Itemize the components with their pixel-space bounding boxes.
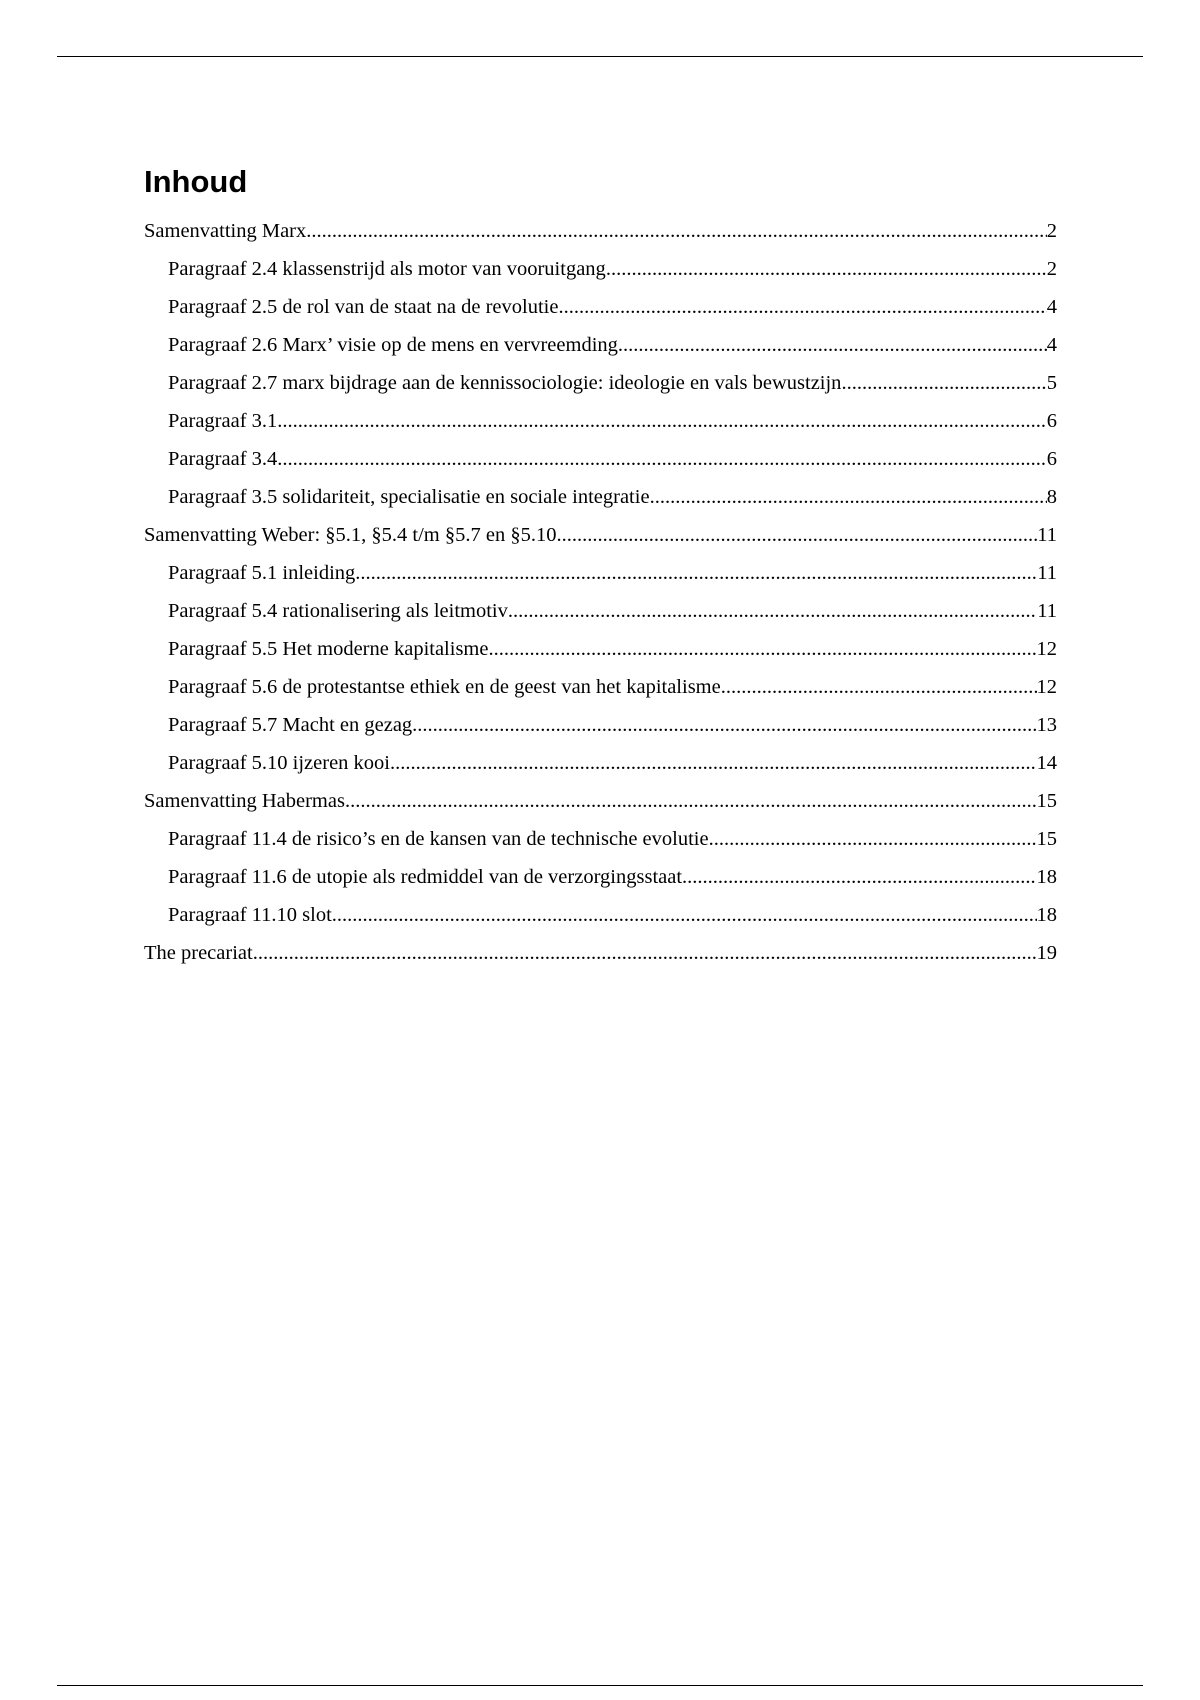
toc-entry-text: Samenvatting Weber: §5.1, §5.4 t/m §5.7 en §5.10 bbox=[144, 524, 557, 546]
toc-entry-page: 4 bbox=[1046, 334, 1057, 356]
toc-entry[interactable] bbox=[144, 326, 1057, 364]
toc-entry-text: Paragraaf 5.7 Macht en gezag bbox=[168, 714, 413, 736]
toc-leader bbox=[412, 706, 1036, 744]
toc-leader bbox=[618, 326, 1047, 364]
toc-entry-page: 6 bbox=[1046, 410, 1057, 432]
toc-entry[interactable] bbox=[144, 364, 1057, 402]
toc-leader bbox=[306, 212, 1046, 250]
toc-entry-page: 11 bbox=[1037, 600, 1057, 622]
toc-leader bbox=[556, 516, 1037, 554]
toc-entry-text: Paragraaf 5.1 inleiding bbox=[168, 562, 356, 584]
toc-entry-page: 11 bbox=[1037, 524, 1057, 546]
toc-entry[interactable] bbox=[144, 288, 1057, 326]
toc-entry-page: 18 bbox=[1036, 904, 1057, 926]
toc-entry-page: 19 bbox=[1036, 942, 1057, 964]
toc-entry[interactable] bbox=[144, 820, 1057, 858]
toc-leader bbox=[488, 630, 1036, 668]
toc-entry-page: 2 bbox=[1046, 258, 1057, 280]
toc-entry[interactable] bbox=[144, 212, 1057, 250]
toc-entry[interactable] bbox=[144, 896, 1057, 934]
toc-entry-page: 4 bbox=[1046, 296, 1057, 318]
toc-title: Inhoud bbox=[144, 164, 248, 199]
toc-entry-text: Paragraaf 5.5 Het moderne kapitalisme bbox=[168, 638, 489, 660]
toc-entry[interactable] bbox=[144, 706, 1057, 744]
toc-entry[interactable] bbox=[144, 478, 1057, 516]
toc-leader bbox=[345, 782, 1037, 820]
toc-entry[interactable] bbox=[144, 744, 1057, 782]
toc-entry[interactable] bbox=[144, 440, 1057, 478]
toc-leader bbox=[841, 364, 1046, 402]
toc-leader bbox=[332, 896, 1037, 934]
toc-entry-page: 14 bbox=[1036, 752, 1057, 774]
toc-entry-text: Paragraaf 11.6 de utopie als redmiddel van de verzorgingsstaat bbox=[168, 866, 683, 888]
toc-leader bbox=[508, 592, 1037, 630]
toc-entry-text: Paragraaf 2.6 Marx’ visie op de mens en vervreemding bbox=[168, 334, 618, 356]
toc-leader bbox=[253, 934, 1037, 972]
toc-entry-text: Paragraaf 11.4 de risico’s en de kansen van de technische evolutie bbox=[168, 828, 709, 850]
toc-entry-text: Paragraaf 2.7 marx bijdrage aan de kennissociologie: ideologie en vals bewustzijn bbox=[168, 372, 842, 394]
toc-entry-text: Paragraaf 3.1 bbox=[168, 410, 278, 432]
toc-entry-text: Samenvatting Habermas bbox=[144, 790, 345, 812]
toc-entry-page: 2 bbox=[1046, 220, 1057, 242]
toc-entry-text: Paragraaf 2.4 klassenstrijd als motor van vooruitgang bbox=[168, 258, 606, 280]
footer-rule bbox=[57, 1685, 1143, 1686]
toc-entry-text: Paragraaf 5.10 ijzeren kooi bbox=[168, 752, 390, 774]
toc-entry-text: Paragraaf 2.5 de rol van de staat na de revolutie bbox=[168, 296, 559, 318]
toc-entry-page: 15 bbox=[1036, 828, 1057, 850]
toc-entry-text: Paragraaf 3.5 solidariteit, specialisatie en sociale integratie bbox=[168, 486, 650, 508]
toc-entry[interactable] bbox=[144, 516, 1057, 554]
toc-entry-page: 12 bbox=[1036, 638, 1057, 660]
toc-entry[interactable] bbox=[144, 554, 1057, 592]
toc-leader bbox=[277, 402, 1046, 440]
toc-leader bbox=[606, 250, 1047, 288]
toc-entry-page: 12 bbox=[1036, 676, 1057, 698]
toc-entry-page: 15 bbox=[1036, 790, 1057, 812]
toc-entry-page: 8 bbox=[1046, 486, 1057, 508]
toc-entry[interactable] bbox=[144, 592, 1057, 630]
toc-entry-text: The precariat bbox=[144, 942, 253, 964]
toc-leader bbox=[390, 744, 1037, 782]
toc-entry[interactable] bbox=[144, 934, 1057, 972]
toc-entry[interactable] bbox=[144, 668, 1057, 706]
toc-entry[interactable] bbox=[144, 402, 1057, 440]
toc-entry-text: Paragraaf 3.4 bbox=[168, 448, 278, 470]
toc-entry[interactable] bbox=[144, 858, 1057, 896]
toc-leader bbox=[277, 440, 1046, 478]
toc-entry-page: 5 bbox=[1046, 372, 1057, 394]
toc-entry[interactable] bbox=[144, 250, 1057, 288]
toc-leader bbox=[721, 668, 1037, 706]
toc-entry-page: 6 bbox=[1046, 448, 1057, 470]
toc-leader bbox=[355, 554, 1037, 592]
toc-entry-page: 18 bbox=[1036, 866, 1057, 888]
table-of-contents bbox=[144, 212, 1057, 972]
toc-entry[interactable] bbox=[144, 630, 1057, 668]
toc-leader bbox=[650, 478, 1047, 516]
toc-entry-text: Samenvatting Marx bbox=[144, 220, 307, 242]
toc-entry-page: 13 bbox=[1036, 714, 1057, 736]
toc-entry-page: 11 bbox=[1037, 562, 1057, 584]
toc-leader bbox=[558, 288, 1046, 326]
toc-leader bbox=[682, 858, 1036, 896]
toc-entry-text: Paragraaf 5.6 de protestantse ethiek en de geest van het kapitalisme bbox=[168, 676, 721, 698]
toc-entry[interactable] bbox=[144, 782, 1057, 820]
toc-leader bbox=[709, 820, 1037, 858]
toc-entry-text: Paragraaf 11.10 slot bbox=[168, 904, 332, 926]
header-rule bbox=[57, 56, 1143, 57]
toc-entry-text: Paragraaf 5.4 rationalisering als leitmotiv bbox=[168, 600, 508, 622]
